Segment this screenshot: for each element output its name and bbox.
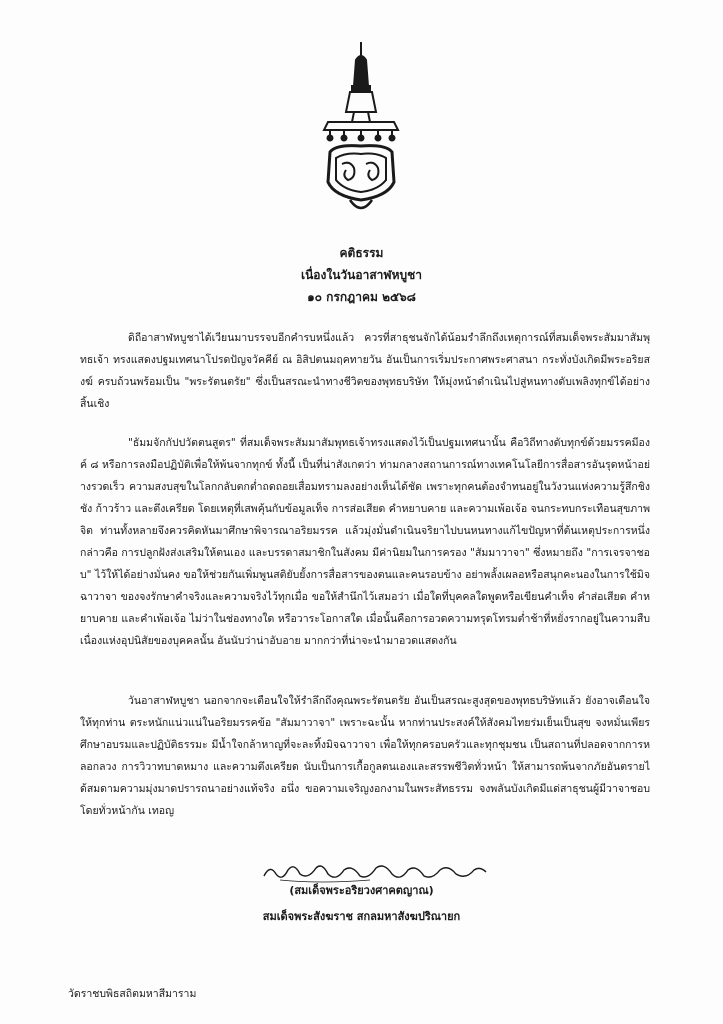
paragraph-2 [80, 432, 650, 652]
signatory-name: (สมเด็จพระอริยวงศาคตญาณ) [289, 884, 434, 897]
document-title: คติธรรม [339, 246, 384, 260]
paragraph-3-text: วันอาสาฬหบูชา นอกจากจะเตือนใจให้รำลึกถึงคุณพระรัตนตรัย อันเป็นสรณะสูงสุดของพุทธบริษัทแล้ว ยังอาจเตือนใจให้ทุกท่าน ตระหนักแน่วแน่ในอริยมรรคข้อ "สัมมาวาจา" เพราะฉะนั้น หากท่านประสงค์ให้สังคมไทยร่มเย็นเป็นสุข จงหมั่นเพียรศึกษาอบรมและปฏิบัติธรรมะ มีน้ำใจกล้าหาญที่จะละทิ้งมิจฉาวาจา เพื่อให้ทุกครอบครัวและทุกชุมชน เป็นสถานที่ปลอดจากการหลอกลวง การวิวาทบาดหมาง และความตึงเครียด นับเป็นการเกื้อกูลตนเองและสรรพชีวิตทั่วหน้า ให้สามารถพ้นจากภัยอันตรายได้สมดามความมุ่งมาดปรารถนาอย่างแท้จริง อนึ่ง ขอความเจริญงอกงามในพระสัทธรรม จงพลันบังเกิดมีแด่สาธุชนผู้มีวาจาชอบ โดยทั่วหน้ากัน เทอญ [80, 695, 650, 817]
paragraph-3 [80, 690, 650, 822]
signatory-position: สมเด็จพระสังฆราช สกลมหาสังฆปริณายก [262, 910, 461, 923]
royal-seal-emblem [316, 40, 406, 222]
document-subtitle: เนื่องในวันอาสาฬหบูชา [301, 268, 422, 282]
paragraph-1-text: ดิถีอาสาฬหบูชาได้เวียนมาบรรจบอีกคำรบหนึ่งแล้ว ควรที่สาธุชนจักได้น้อมรำลึกถึงเหตุการณ์ที่สมเด็จพระสัมมาสัมพุทธเจ้า ทรงแสดงปฐมเทศนาโปรดปัญจวัคคีย์ ณ อิสิปตนมฤคทายวัน อันเป็นการเริ่มประกาศพระศาสนา กระทั่งบังเกิดมีพระอริยสงฆ์ ครบถ้วนพร้อมเป็น "พระรัตนตรัย" ซึ่งเป็นสรณะนำทางชีวิตของพุทธบริษัท ให้มุ่งหน้าดำเนินไปสู่หนทางดับเพลิงทุกข์ได้อย่างสิ้นเชิง [80, 332, 650, 410]
temple-name: วัดราชบพิธสถิตมหาสีมาราม [68, 988, 197, 1000]
paragraph-1 [80, 327, 650, 415]
document-date: ๑๐ กรกฎาคม ๒๕๖๘ [307, 290, 416, 304]
paragraph-2-text: "ธัมมจักกัปปวัตตนสูตร" ที่สมเด็จพระสัมมาสัมพุทธเจ้าทรงแสดงไว้เป็นปฐมเทศนานั้น คือวิถีทางดับทุกข์ด้วยมรรคมีองค์ ๘ หรือการลงมือปฏิบัติเพื่อให้พ้นจากทุกข์ ทั้งนี้ เป็นที่น่าสังเกตว่า ท่ามกลางสถานการณ์ทางเทคโนโลยีการสื่อสารอันรุดหน้าอย่างรวดเร็ว ความสงบสุขในโลกกลับตกต่ำถดถอยเสื่อมทรามลงอย่างเห็นได้ชัด เพราะทุกคนต้องจำทนอยู่ในวังวนแห่งความรู้สึกชิงชัง ก้าวร้าว และตึงเครียด โดยเหตุที่เสพคุ้นกับข้อมูลเท็จ การส่อเสียด คำหยาบคาย และความเพ้อเจ้อ จนกระทบกระเทือนสุขภาพจิต ท่านทั้งหลายจึงควรคิดหันมาศึกษาพิจารณาอริยมรรค แล้วมุ่งมั่นดำเนินจริยาไปบนหนทางแก้ไขปัญหาที่ต้นเหตุประการหนึ่ง กล่าวคือ การปลูกฝังส่งเสริมให้ตนเอง และบรรดาสมาชิกในสังคม มีค่านิยมในการครอง "สัมมาวาจา" ซึ่งหมายถึง "การเจรจาชอบ" ไว้ให้ได้อย่างมั่นคง ขอให้ช่วยกันเพิ่มพูนสติยับยั้งการสื่อสารของตนและคนรอบข้าง อย่าพลั้งเผลอหรือสนุกคะนองในการใช้มิจฉาวาจา ของจงรักษาคำจริงและความจริงไว้ทุกเมื่อ ขอให้สำนึกไว้เสมอว่า เมื่อใดที่บุคคลใดพูดหรือเขียนคำเท็จ คำส่อเสียด คำหยาบคาย และคำเพ้อเจ้อ ไม่ว่าในช่องทางใด หรือวาระโอกาสใด เมื่อนั้นคือการอวดความทรุดโทรมต่ำช้าที่หยั่งรากอยู่ในความสืบเนื่องแห่งอุปนิสัยของบุคคลนั้น อันนับว่าน่าอับอาย มากกว่าที่น่าจะนำมาอวดแสดงกัน [80, 437, 650, 647]
